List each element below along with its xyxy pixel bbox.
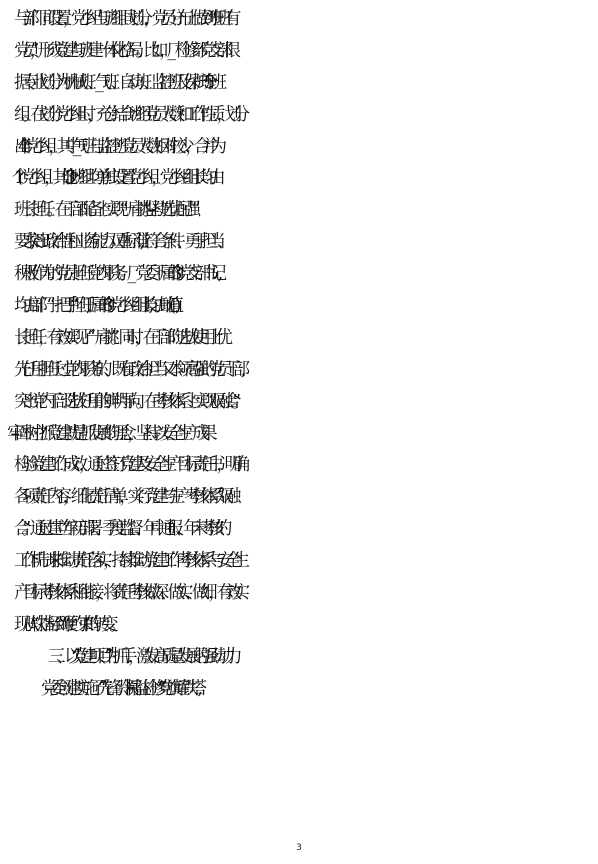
text-line: 班长担任。在干部配备上实现“一肩挑”。--坚持“选优配强”	[14, 200, 192, 221]
text-line: --牢固树立“抓党建就是抓发展”的理念，坚持以安全生产成果	[14, 423, 209, 444]
text-line: 工作机制来推动责任落实，持续推动党建工作考核体系与安全生	[14, 551, 241, 572]
text-line: 检验党建工作成效，通过签订党建及安全生产目标责任书，明确	[14, 455, 241, 476]
text-line: 先任用担任过党内职务的、既有政治担当又本领高强的党员干部,	[14, 359, 237, 380]
text-line: 合”。通过建立“年初部署、季度监督、年中通报、年末考核”的	[14, 519, 223, 540]
body-text	[14, 4, 590, 706]
text-line: --党委创建实施了“先锋引领·精益检修”“党旗耀铁塔,	[48, 678, 194, 699]
text-line: 现从“软指标”到“硬约束”的转变。	[14, 614, 118, 635]
text-line: 组。在划分党小组时，充分结合班组党员人数和工作性质，划分	[14, 104, 241, 125]
text-line: 突出党内干部选拔任用的鲜明导向。在考核体系上实现“双融合”。	[14, 391, 240, 412]
text-line: 积极作为的党员担任党内职务。_厂党委下属的 3 个党支部书记,	[14, 264, 214, 285]
text-line: 均由部门“一把手”担任,下属的 8 个党小组组长,均由班(值)	[14, 296, 172, 317]
text-line: 产目标考核体系相衔接，将责任考核做深、做实、做细，有效实	[14, 583, 241, 604]
page-number: 3	[296, 843, 302, 853]
text-line: 各项责任内容，细化责任清单，实行党建与生产考核体系“双融	[14, 487, 233, 508]
section-heading: 三、以“党建项目”为抓手，激发高质量发展的强劲动力	[48, 646, 234, 667]
text-line: 1 个党小组，其他 3 个班组均单独设置党小组，党小组组长均由	[14, 168, 217, 189]
text-line: 出 4 个党小组，其中_气班与监控班党员人数相对较少，合并为	[14, 136, 218, 157]
text-line: 与部门同设置，党小组与班组同划分，党员分布上做到“班班有	[14, 9, 233, 29]
text-line: 据专业划分为机械班、_气班、自动班、监控班及保护班 5 个班	[14, 72, 218, 93]
text-line: 长担任，有效实现了“一肩挑”。同时，在干部的选拔使用上优	[14, 327, 224, 348]
text-line: 党员”，形成党建与班建一体化格局。比如，_厂检修部党支部根	[14, 40, 232, 61]
text-line: 要求,突出政治性和业务能力双重标准,让符合条件、勇于担当、	[14, 232, 225, 253]
